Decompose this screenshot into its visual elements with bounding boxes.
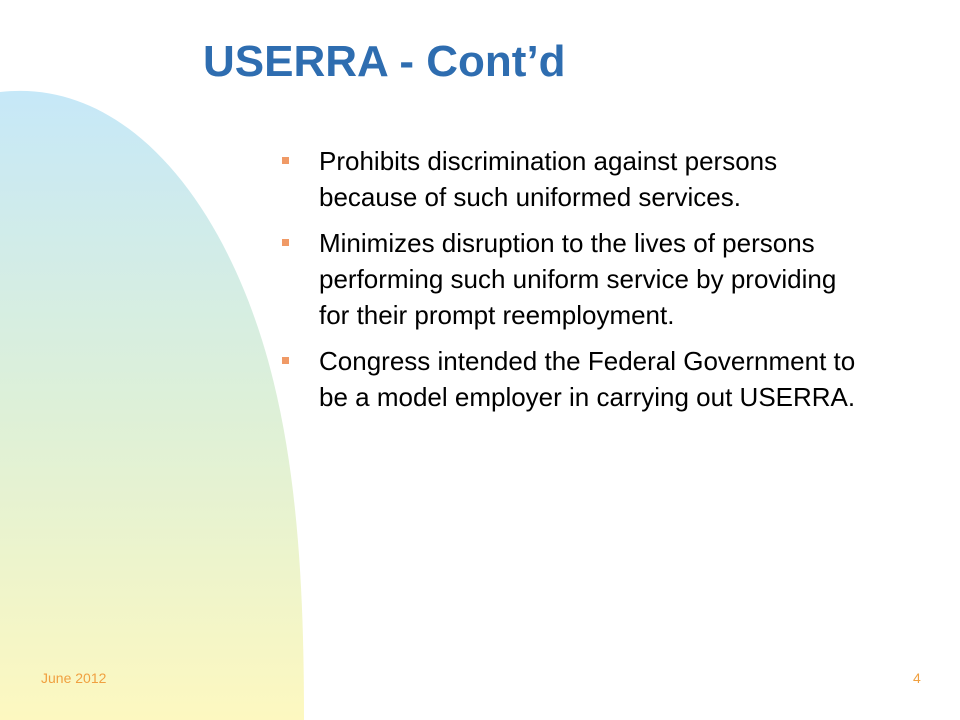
bullet-item bbox=[282, 225, 872, 333]
square-bullet-icon bbox=[282, 239, 289, 246]
square-bullet-icon bbox=[282, 357, 289, 364]
bullet-item bbox=[282, 343, 872, 415]
bullet-text: Minimizes disruption to the lives of persons performing such uniform service by providing for their prompt reemployment. bbox=[319, 228, 837, 330]
footer-date: June 2012 bbox=[41, 670, 107, 686]
bullet-text: Prohibits discrimination against persons because of such uniformed services. bbox=[319, 146, 778, 212]
slide-title: USERRA - Cont’d bbox=[203, 37, 566, 86]
square-bullet-icon bbox=[282, 157, 289, 164]
bullet-list bbox=[282, 143, 872, 425]
bullet-item bbox=[282, 143, 872, 215]
bullet-text: Congress intended the Federal Government to be a model employer in carrying out USERRA. bbox=[319, 346, 856, 412]
page-number: 4 bbox=[913, 670, 921, 686]
